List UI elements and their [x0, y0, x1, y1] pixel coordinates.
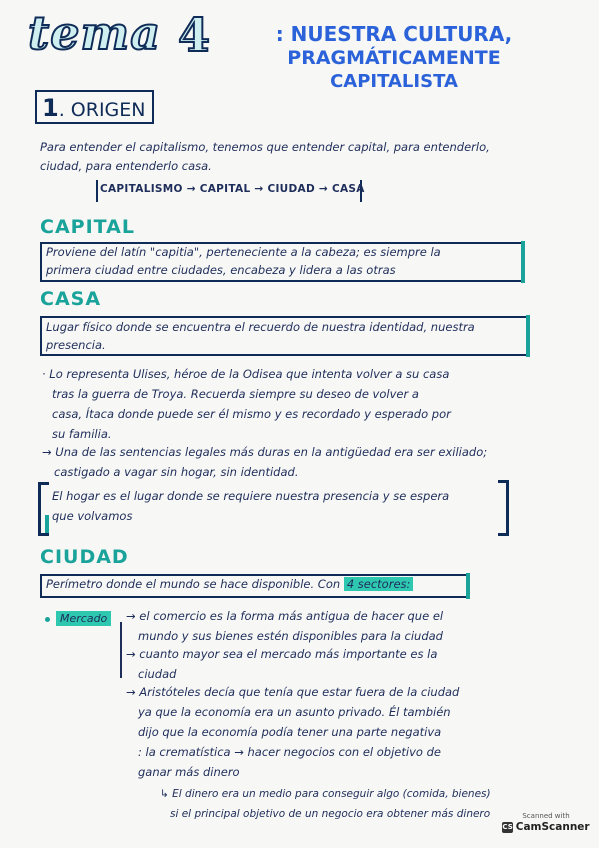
title-line-1: : NUESTRA CULTURA,	[275, 22, 513, 46]
intro-line: ciudad, para entenderlo casa.	[40, 159, 212, 173]
mercado-line: → el comercio es la forma más antigua de hacer que el	[126, 609, 444, 623]
mercado-line: dijo que la economía podía tener una parte negativa	[138, 725, 442, 739]
scanned-with-text: Scanned with	[522, 812, 570, 820]
capital-heading: CAPITAL	[40, 216, 135, 238]
quote-line: El hogar es el lugar donde se requiere nuestra presencia y se espera	[52, 489, 450, 503]
capital-def-line: Proviene del latín "capitia", perteneciente a la cabeza; es siempre la	[46, 245, 441, 259]
mercado-item-1	[126, 606, 566, 646]
mercado-line: ciudad	[138, 667, 177, 681]
quote-bracket-left	[38, 482, 49, 536]
quote-line: que volvamos	[52, 509, 133, 523]
camscanner-logo-icon: CS	[502, 822, 513, 831]
title-line-3: CAPITALISTA	[330, 70, 458, 92]
mercado-line: si el principal objetivo de un negocio era obtener más dinero	[170, 808, 491, 820]
intro-line: Para entender el capitalismo, tenemos que entender capital, para entenderlo,	[40, 140, 490, 154]
origen-number: 1	[42, 94, 59, 122]
note-line: casa, Ítaca donde puede ser él mismo y es recordado y esperado por	[52, 407, 451, 421]
mercado-line: → cuanto mayor sea el mercado más importante es la	[126, 647, 438, 661]
hogar-quote	[52, 486, 492, 526]
tema-number: 4	[178, 8, 211, 62]
ulises-note	[42, 364, 542, 444]
title-line-2: PRAGMÁTICAMENTE	[287, 47, 501, 69]
casa-def-line: presencia.	[46, 338, 106, 352]
mercado-line: ya que la economía era un asunto privado. Él también	[138, 705, 451, 719]
mercado-item-3	[126, 682, 576, 782]
origen-heading	[42, 94, 145, 122]
mercado-line: ganar más dinero	[138, 765, 240, 779]
quote-bracket-right	[498, 480, 509, 536]
mercado-connector-line	[120, 622, 122, 678]
exilio-note	[42, 442, 562, 482]
casa-def-line: Lugar físico donde se encuentra el recuerdo de nuestra identidad, nuestra	[46, 320, 475, 334]
note-line: castigado a vagar sin hogar, sin identidad.	[54, 465, 299, 479]
mercado-line: : la crematística → hacer negocios con el objetivo de	[138, 745, 441, 759]
note-line: → Una de las sentencias legales más duras en la antigüedad era ser exiliado;	[42, 445, 488, 459]
note-line: tras la guerra de Troya. Recuerda siempre su deseo de volver a	[52, 387, 419, 401]
note-line: · Lo representa Ulises, héroe de la Odisea que intenta volver a su casa	[42, 367, 450, 381]
ciudad-definition	[46, 575, 466, 593]
ciudad-def-text: Perímetro donde el mundo se hace disponible. Con	[46, 577, 341, 591]
mercado-label: Mercado	[56, 611, 111, 626]
mercado-line: ↳ El dinero era un medio para conseguir algo (comida, bienes)	[160, 788, 491, 800]
capital-def-line: primera ciudad entre ciudades, encabeza y lidera a las otras	[46, 263, 396, 277]
casa-definition	[46, 318, 521, 354]
ciudad-heading: CIUDAD	[40, 546, 129, 568]
mercado-item-2	[126, 644, 566, 684]
casa-heading: CASA	[40, 288, 102, 310]
mercado-bullet-dot	[45, 617, 50, 622]
capital-definition	[46, 243, 516, 279]
concept-chain: CAPITALISMO → CAPITAL → CIUDAD → CASA	[100, 183, 365, 195]
origen-label: . ORIGEN	[58, 99, 146, 121]
tema-title: tema	[28, 6, 161, 60]
mercado-line: → Aristóteles decía que tenía que estar fuera de la ciudad	[126, 685, 460, 699]
sectores-highlight: 4 sectores:	[344, 577, 414, 591]
camscanner-watermark	[502, 812, 590, 842]
main-title	[234, 22, 554, 93]
intro-paragraph	[40, 138, 560, 176]
note-line: su familia.	[52, 427, 112, 441]
mercado-line: mundo y sus bienes estén disponibles para la ciudad	[138, 629, 443, 643]
camscanner-brand: CamScanner	[515, 821, 590, 833]
